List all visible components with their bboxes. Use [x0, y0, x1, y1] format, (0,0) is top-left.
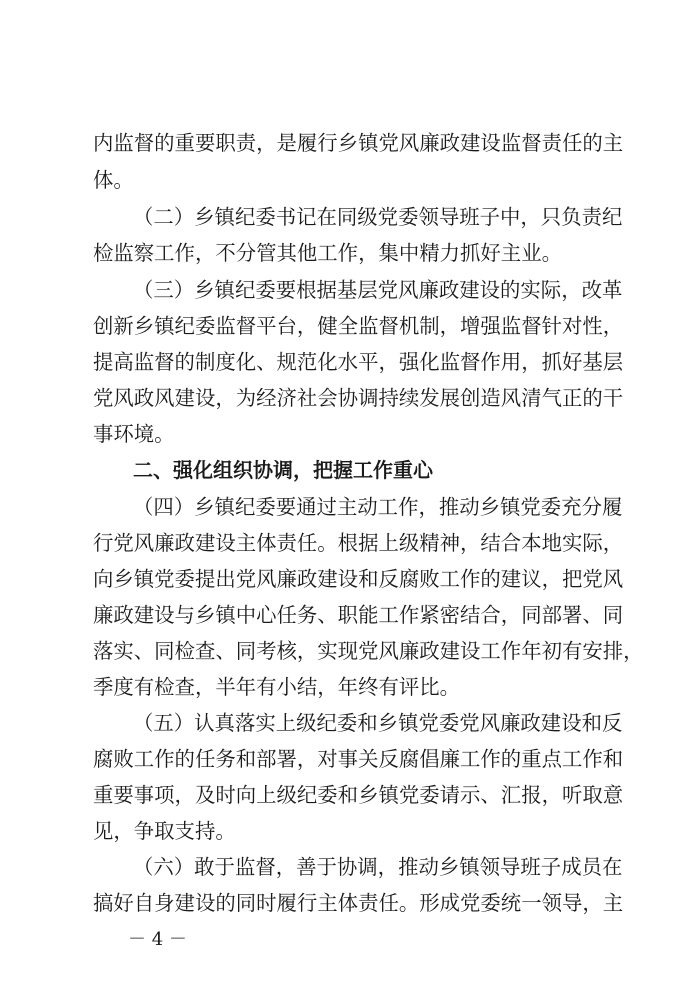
text-line: 创新乡镇纪委监督平台，健全监督机制，增强监督针对性， — [93, 314, 624, 338]
text-line: 见，争取支持。 — [93, 819, 236, 843]
text-line: 内监督的重要职责，是履行乡镇党风廉政建设监督责任的主 — [93, 131, 624, 155]
text-line: 搞好自身建设的同时履行主体责任。形成党委统一领导，主 — [93, 891, 624, 915]
page-number: － 4 － — [128, 929, 187, 950]
text-line: （五）认真落实上级纪委和乡镇党委党风廉政建设和反 — [133, 711, 623, 735]
text-line: 提高监督的制度化、规范化水平，强化监督作用，抓好基层 — [93, 350, 624, 374]
text-line: 季度有检查，半年有小结，年终有评比。 — [93, 675, 461, 699]
text-line: 检监察工作，不分管其他工作，集中精力抓好主业。 — [93, 241, 562, 265]
section-heading: 二、强化组织协调，把握工作重心 — [133, 458, 433, 482]
text-line: 体。 — [93, 168, 134, 192]
text-line: 重要事项，及时向上级纪委和乡镇党委请示、汇报，听取意 — [93, 783, 624, 807]
text-line: 落实、同检查、同考核，实现党风廉政建设工作年初有安排， — [93, 639, 644, 663]
text-line: （四）乡镇纪委要通过主动工作，推动乡镇党委充分履 — [133, 495, 623, 519]
text-line: 向乡镇党委提出党风廉政建设和反腐败工作的建议，把党风 — [93, 567, 624, 591]
text-line: （六）敢于监督，善于协调，推动乡镇领导班子成员在 — [133, 855, 623, 879]
text-line: 事环境。 — [93, 422, 175, 446]
text-line: 党风政风建设，为经济社会协调持续发展创造风清气正的干 — [93, 386, 624, 410]
text-line: （三）乡镇纪委要根据基层党风廉政建设的实际，改革 — [133, 278, 623, 302]
text-line: （二）乡镇纪委书记在同级党委领导班子中，只负责纪 — [133, 205, 623, 229]
text-line: 行党风廉政建设主体责任。根据上级精神，结合本地实际， — [93, 531, 624, 555]
text-line: 廉政建设与乡镇中心任务、职能工作紧密结合，同部署、同 — [93, 603, 624, 627]
text-line: 腐败工作的任务和部署，对事关反腐倡廉工作的重点工作和 — [93, 747, 624, 771]
